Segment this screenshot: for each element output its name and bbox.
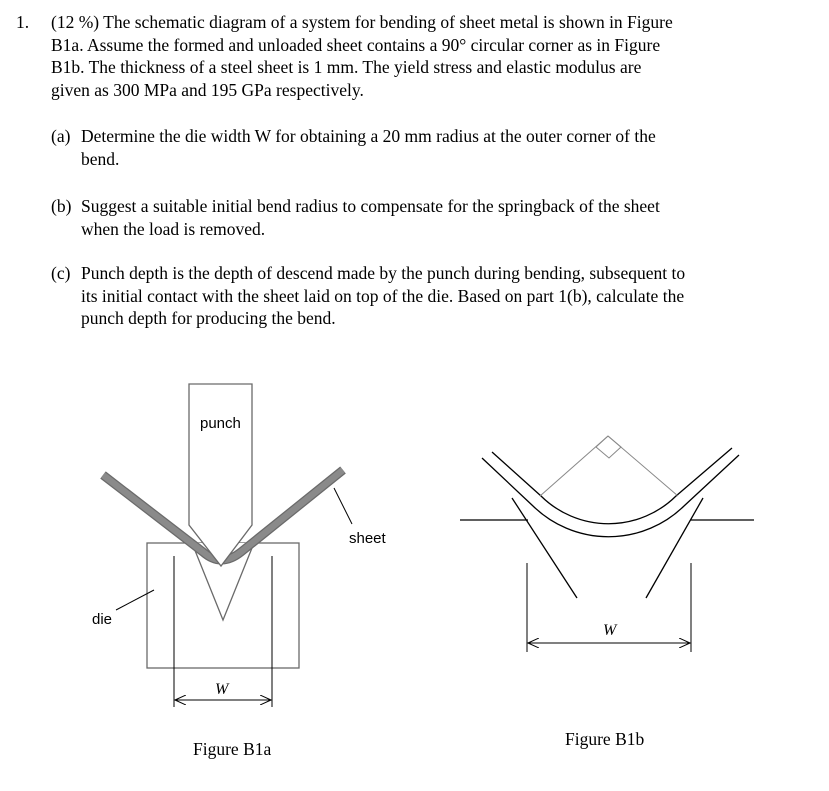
die-label: die: [92, 611, 113, 628]
punch: [189, 384, 252, 566]
figure-b1a: [92, 384, 387, 759]
part-c-label: (c): [51, 263, 71, 283]
part-c-line: its initial contact with the sheet laid on top of the die. Based on part 1(b), calculate the: [81, 285, 685, 306]
punch-label: punch: [200, 415, 241, 432]
figure-b1a-caption: Figure B1a: [193, 739, 272, 759]
die-wall-left: [512, 498, 577, 598]
die-wall-right: [646, 498, 703, 598]
width-label-b: W: [603, 622, 617, 639]
part-c-line: Punch depth is the depth of descend made by the punch during bending, subsequent to: [81, 263, 686, 283]
part-c-line: punch depth for producing the bend.: [81, 308, 336, 329]
sheet-label: sheet: [349, 530, 386, 547]
figure-b1b-caption: Figure B1b: [565, 729, 645, 749]
stem-line: given as 300 MPa and 195 GPa respectively.: [51, 79, 364, 100]
bent-sheet-outer: [482, 455, 739, 537]
width-label-a: W: [215, 681, 229, 698]
figure-b1b: [460, 436, 754, 749]
part-b-line: Suggest a suitable initial bend radius to compensate for the springback of the sheet: [81, 196, 660, 216]
stem-line: B1b. The thickness of a steel sheet is 1 mm. The yield stress and elastic modulus are: [51, 57, 642, 78]
sheet-leader-line: [334, 488, 352, 524]
part-a-label: (a): [51, 126, 71, 146]
part-b-label: (b): [51, 196, 72, 216]
bent-sheet-inner: [492, 448, 732, 524]
question-number: 1.: [16, 12, 30, 32]
right-angle-marker: [596, 436, 621, 458]
stem-line: B1a. Assume the formed and unloaded sheet contains a 90° circular corner as in Figure: [51, 34, 661, 55]
part-b-line: when the load is removed.: [81, 218, 266, 239]
part-a-line: bend.: [81, 148, 120, 169]
stem-line: (12 %) The schematic diagram of a system for bending of sheet metal is shown in Figure: [51, 12, 673, 32]
part-a-line: Determine the die width W for obtaining a 20 mm radius at the outer corner of the: [81, 126, 656, 146]
